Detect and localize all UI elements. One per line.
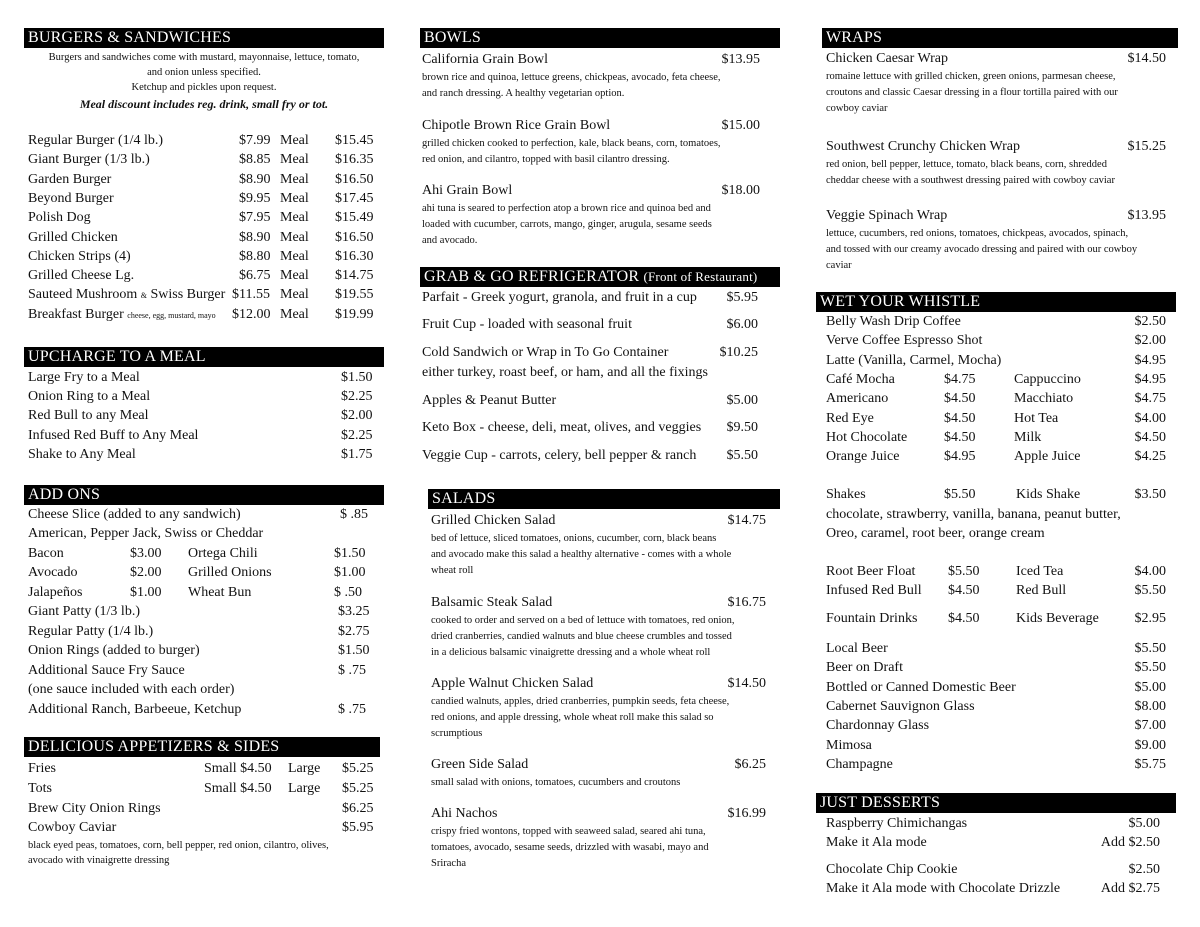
drink-item-price: $5.50 [948,564,980,579]
salad-item-desc: in a delicious balsamic vinaigrette dressing and a whole wheat roll [431,647,711,658]
salad-item-desc: small salad with onions, tomatoes, cucumbers and croutons [431,777,681,788]
dessert-item-price: Add $2.75 [1100,881,1160,896]
drink-item-price: $4.00 [1134,410,1166,426]
burger-meal-price: $19.55 [335,287,374,303]
drink-item-price: $9.00 [1134,737,1166,753]
item-name-cont: Swiss Burger [150,287,226,303]
app-large-label: Large [288,761,321,776]
drink-item-price: $5.50 [1134,660,1166,676]
item-name: Giant Burger (1/3 lb.) [28,152,150,168]
salad-item-price: $6.25 [734,757,766,772]
burger-item-price: $9.95 [239,190,271,206]
drink-item-price: $4.50 [948,611,980,626]
salad-item-price: $16.99 [727,806,766,821]
addon-item-price: $2.00 [130,565,162,581]
burger-item-name [28,306,216,325]
drink-item-price: $5.50 [1134,641,1166,656]
grab-item-price: $5.00 [726,393,758,408]
wrap-item-price: $14.50 [1127,51,1166,66]
grab-item-name: Parfait - Greek yogurt, granola, and fruit in a cup [422,290,697,305]
item-name: Sauteed Mushroom [28,287,138,303]
drink-item-price: $4.50 [1134,429,1166,445]
item-name: Garden Burger [28,171,112,187]
drink-item-price: $4.50 [944,391,976,407]
burger-item-price: $7.99 [239,133,271,148]
burger-meal-label: Meal [280,287,309,303]
drink-item-name: Chardonnay Glass [826,718,930,734]
addon-item-price: $ .75 [338,701,366,717]
bowl-item-desc: grilled chicken cooked to perfection, kale, black beans, corn, tomatoes, [422,138,721,149]
addon-item-name: (one sauce included with each order) [28,682,235,697]
upcharge-item-name: Onion Ring to a Meal [28,389,151,405]
drink-item-price: $4.75 [1134,391,1166,407]
burger-item-name [28,209,91,227]
addon-item-price: $1.50 [338,643,370,658]
salad-item-name: Ahi Nachos [431,806,498,821]
upcharge-item-price: $1.50 [341,370,373,385]
drink-item-name: Local Beer [826,641,888,656]
salad-item-desc: cooked to order and served on a bed of lettuce with tomatoes, red onion, [431,615,735,626]
burger-meal-price: $15.49 [335,210,374,226]
item-name: Grilled Cheese Lg. [28,268,135,284]
burger-meal-label: Meal [280,133,309,148]
wrap-item-price: $13.95 [1127,208,1166,223]
burger-item-price: $11.55 [232,287,270,303]
drink-item-name: Beer on Draft [826,660,903,676]
salad-item-desc: crispy fried wontons, topped with seaweed salad, seared ahi tuna, [431,826,706,837]
drink-item-name: Americano [826,391,889,407]
app-large-label: Large [288,781,321,796]
upcharge-header: UPCHARGE TO A MEAL [24,347,384,367]
grab-subtitle: (Front of Restaurant) [643,269,758,284]
drink-item-price: $5.50 [944,487,976,502]
upcharge-item-name: Infused Red Buff to Any Meal [28,427,199,443]
drink-item-price: $8.00 [1134,698,1166,714]
drink-item-name: Verve Coffee Espresso Shot [826,333,983,349]
drink-item-price: $4.95 [1134,372,1166,387]
drink-item-name: Milk [1014,429,1042,445]
drink-item-name: Orange Juice [826,449,900,465]
drink-item-price: $4.50 [944,410,976,426]
grab-item-desc: either turkey, roast beef, or ham, and all the fixings [422,365,708,380]
salad-item-desc: tomatoes, avocado, sesame seeds, drizzled with wasabi, mayo and [431,842,709,853]
burger-meal-price: $16.50 [335,229,374,245]
burger-meal-label: Meal [280,248,309,264]
upcharge-item-price: $2.25 [341,389,373,405]
wrap-item-name: Chicken Caesar Wrap [826,51,949,66]
drinks-header: WET YOUR WHISTLE [816,292,1176,312]
dessert-item-name: Make it Ala mode [826,835,927,850]
salad-item-name: Balsamic Steak Salad [431,595,553,610]
burger-item-name [28,132,163,150]
addon-item-name: Regular Patty (1/4 lb.) [28,623,154,639]
drink-item-price: $4.95 [1134,352,1166,368]
salad-item-desc: wheat roll [431,565,474,576]
burger-item-price: $8.85 [239,152,271,168]
drink-item-price: $4.50 [948,583,980,598]
burger-item-price: $8.80 [239,248,271,264]
burgers-note-3: Ketchup and pickles upon request. [131,82,277,93]
drink-item-price: $4.50 [944,429,976,445]
burger-meal-price: $16.35 [335,152,374,168]
burger-item-name [28,190,114,208]
upcharge-item-price: $1.75 [341,446,373,462]
addons-header: ADD ONS [24,485,384,505]
addon-item-price: $2.75 [338,623,370,639]
salad-item-price: $14.75 [727,513,766,528]
desserts-header: JUST DESSERTS [816,793,1176,813]
grab-item-name: Apples & Peanut Butter [422,393,557,408]
wrap-item-desc: red onion, bell pepper, lettuce, tomato, black beans, corn, shredded [826,159,1107,170]
bowl-item-desc: ahi tuna is seared to perfection atop a brown rice and quinoa bed and [422,203,711,214]
burger-meal-price: $15.45 [335,133,374,148]
item-note: & [140,291,147,301]
bowl-item-price: $13.95 [721,52,760,67]
drink-item-name: Root Beer Float [826,564,916,579]
wrap-item-desc: cowboy caviar [826,103,888,114]
addon-item-name: Grilled Onions [188,565,272,581]
bowl-item-name: California Grain Bowl [422,52,548,67]
wrap-item-desc: romaine lettuce with grilled chicken, green onions, parmesan cheese, [826,71,1116,82]
wrap-item-desc: lettuce, cucumbers, red onions, tomatoes, chickpeas, avocados, spinach, [826,228,1129,239]
drink-item-price: $5.75 [1134,756,1166,772]
burger-item-name [28,267,134,285]
grab-item-name: Cold Sandwich or Wrap in To Go Container [422,345,669,360]
addon-item-price: $ .50 [334,584,362,600]
item-note: cheese, egg, mustard, mayo [127,310,216,320]
cheese-types: American, Pepper Jack, Swiss or Cheddar [28,526,264,541]
bowl-item-desc: brown rice and quinoa, lettuce greens, chickpeas, avocado, feta cheese, [422,72,721,83]
addon-item-name: Avocado [28,565,78,581]
upcharge-item-name: Red Bull to any Meal [28,408,149,424]
addon-item-name: Additional Ranch, Barbeeue, Ketchup [28,701,242,717]
drink-item-price: $4.00 [1134,564,1166,579]
burger-meal-label: Meal [280,152,309,168]
grab-header [420,267,780,287]
dessert-item-price: Add $2.50 [1100,835,1160,850]
bowls-header: BOWLS [420,28,780,48]
burger-meal-price: $16.30 [335,248,374,264]
bowl-item-price: $15.00 [721,118,760,133]
salad-item-desc: scrumptious [431,728,483,739]
salads-header: SALADS [428,489,780,509]
wrap-item-desc: and tossed with our creamy avocado dressing and paired with our cowboy [826,244,1138,255]
burger-meal-price: $19.99 [335,306,374,322]
burgers-note-1: Burgers and sandwiches come with mustard, mayonnaise, lettuce, tomato, [48,52,360,63]
bowl-item-price: $18.00 [721,183,760,198]
drink-item-name: Mimosa [826,737,872,753]
item-name: Grilled Chicken [28,229,118,245]
burger-meal-label: Meal [280,190,309,206]
app-item-desc: black eyed peas, tomatoes, corn, bell pepper, red onion, cilantro, olives, [28,840,329,851]
grab-item-name: Fruit Cup - loaded with seasonal fruit [422,317,632,332]
drink-item-name: Iced Tea [1016,564,1064,579]
app-item-name: Fries [28,761,56,776]
burgers-note-2: and onion unless specified. [147,67,261,78]
burger-meal-label: Meal [280,306,309,322]
burger-item-name [28,248,131,266]
salad-item-name: Green Side Salad [431,757,529,772]
salad-item-name: Apple Walnut Chicken Salad [431,676,594,691]
app-item-name: Cowboy Caviar [28,820,117,835]
drink-item-price: $2.50 [1134,314,1166,329]
burger-item-name [28,151,150,169]
burger-meal-price: $16.50 [335,171,374,187]
wrap-item-desc: cheddar cheese with a southwest dressing paired with cowboy caviar [826,175,1115,186]
drink-item-price: $5.50 [1134,583,1166,598]
addon-item-price: $1.50 [334,546,366,561]
drink-item-price: $2.95 [1134,611,1166,626]
salad-item-desc: and avocado make this salad a healthy alternative - comes with a whole [431,549,732,560]
upcharge-item-name: Large Fry to a Meal [28,370,140,385]
burger-item-price: $6.75 [239,268,271,284]
addon-item-name: Giant Patty (1/3 lb.) [28,604,140,619]
bowl-item-desc: and avocado. [422,235,478,246]
dessert-item-name: Make it Ala mode with Chocolate Drizzle [826,881,1061,896]
item-name: Breakfast Burger [28,306,124,322]
dessert-item-price: $5.00 [1128,816,1160,831]
drink-item-name: Hot Chocolate [826,429,908,445]
drink-item-price: $2.00 [1134,333,1166,349]
addon-item-price: $ .75 [338,662,366,678]
drink-item-price: $3.50 [1134,487,1166,502]
app-item-price: $5.95 [342,820,374,835]
burger-item-price: $8.90 [239,171,271,187]
drink-item-name: Kids Beverage [1016,611,1099,626]
salad-item-desc: dried cranberries, candied walnuts and blue cheese crumbles and tossed [431,631,732,642]
drink-item-name: Red Bull [1016,583,1067,598]
salad-item-price: $14.50 [727,676,766,691]
drink-item-name: Infused Red Bull [826,583,922,598]
app-small-price: Small $4.50 [204,781,272,796]
wrap-item-name: Veggie Spinach Wrap [826,208,948,223]
upcharge-item-price: $2.00 [341,408,373,424]
burger-item-name [28,229,118,247]
drink-item-name: Hot Tea [1014,410,1059,426]
bowl-item-desc: and ranch dressing. A healthy vegetarian option. [422,88,625,99]
dessert-item-name: Chocolate Chip Cookie [826,862,958,877]
addon-item-price: $ .85 [340,507,368,522]
burger-meal-label: Meal [280,268,309,284]
drink-item-name: Bottled or Canned Domestic Beer [826,679,1016,695]
bowl-item-desc: red onion, and cilantro, topped with basil cilantro dressing. [422,154,670,165]
drink-item-name: Shakes [826,487,866,502]
burger-meal-price: $17.45 [335,190,374,206]
item-name: Polish Dog [28,210,91,226]
upcharge-item-price: $2.25 [341,427,373,443]
wrap-item-price: $15.25 [1127,139,1166,154]
drink-item-name: Cabernet Sauvignon Glass [826,698,975,714]
grab-item-name: Veggie Cup - carrots, celery, bell pepper & ranch [422,448,697,463]
app-item-desc: avocado with vinaigrette dressing [28,855,170,866]
drink-item-price: $4.75 [944,372,976,387]
burger-item-price: $12.00 [232,306,271,322]
upcharge-item-name: Shake to Any Meal [28,446,136,462]
dessert-item-name: Raspberry Chimichangas [826,816,968,831]
drink-item-name: Macchiato [1014,391,1074,407]
app-item-name: Brew City Onion Rings [28,801,161,816]
salad-item-desc: red onions, and apple dressing, whole wheat roll make this salad so [431,712,714,723]
item-name: Chicken Strips (4) [28,248,131,264]
app-small-price: Small $4.50 [204,761,272,776]
burger-item-price: $8.90 [239,229,271,245]
grab-item-price: $5.95 [726,290,758,305]
burger-meal-label: Meal [280,171,309,187]
addon-item-name: Jalapeños [28,584,83,600]
drink-item-name: Kids Shake [1016,487,1081,502]
shake-flavors: chocolate, strawberry, vanilla, banana, peanut butter, [826,507,1121,522]
app-large-price: $5.25 [342,781,374,796]
appetizers-header: DELICIOUS APPETIZERS & SIDES [24,737,380,757]
burger-meal-label: Meal [280,229,309,245]
burger-item-name [28,171,111,189]
drink-item-price: $4.25 [1134,449,1166,465]
salad-item-desc: Sriracha [431,858,466,869]
app-item-name: Tots [28,781,52,796]
dessert-item-price: $2.50 [1128,862,1160,877]
bowl-item-name: Ahi Grain Bowl [422,183,513,198]
salad-item-name: Grilled Chicken Salad [431,513,556,528]
app-item-price: $6.25 [342,801,374,816]
drink-item-name: Champagne [826,756,893,772]
drink-item-name: Red Eye [826,410,874,426]
salad-item-desc: bed of lettuce, sliced tomatoes, onions, cucumber, corn, black beans [431,533,717,544]
wrap-item-desc: caviar [826,260,852,271]
drink-item-name: Apple Juice [1014,449,1081,465]
grab-title: GRAB & GO REFRIGERATOR [424,268,640,285]
drink-item-name: Latte (Vanilla, Carmel, Mocha) [826,352,1002,368]
addon-item-name: Wheat Bun [188,584,252,600]
burger-item-name [28,286,225,305]
addon-item-name: Cheese Slice (added to any sandwich) [28,507,241,522]
drink-item-name: Cappuccino [1014,372,1081,387]
item-name: Regular Burger (1/4 lb.) [28,133,164,148]
bowl-item-desc: loaded with cucumber, carrots, mango, ginger, arugula, sesame seeds [422,219,712,230]
addon-item-name: Ortega Chili [188,546,258,561]
grab-item-name: Keto Box - cheese, deli, meat, olives, and veggies [422,420,702,435]
grab-item-price: $5.50 [726,448,758,463]
addon-item-name: Additional Sauce Fry Sauce [28,662,185,678]
addon-item-price: $1.00 [334,565,366,581]
burger-meal-label: Meal [280,210,309,226]
drink-item-price: $4.95 [944,449,976,465]
drink-item-price: $7.00 [1134,718,1166,734]
burger-item-price: $7.95 [239,210,271,226]
salad-item-desc: candied walnuts, apples, dried cranberries, pumpkin seeds, feta cheese, [431,696,730,707]
grab-item-price: $6.00 [726,317,758,332]
wrap-item-name: Southwest Crunchy Chicken Wrap [826,139,1020,154]
drink-item-name: Belly Wash Drip Coffee [826,314,961,329]
salad-item-price: $16.75 [727,595,766,610]
drink-item-name: Café Mocha [826,372,895,387]
app-large-price: $5.25 [342,761,374,776]
addon-item-name: Onion Rings (added to burger) [28,643,200,658]
wraps-header: WRAPS [822,28,1178,48]
addon-item-price: $3.25 [338,604,370,619]
addon-item-price: $1.00 [130,584,162,600]
addon-item-name: Bacon [28,546,64,561]
bowl-item-name: Chipotle Brown Rice Grain Bowl [422,118,611,133]
item-name: Beyond Burger [28,190,114,206]
grab-item-price: $10.25 [719,345,758,360]
drink-item-price: $5.00 [1134,679,1166,695]
addon-item-price: $3.00 [130,546,162,561]
shake-flavors: Oreo, caramel, root beer, orange cream [826,526,1045,541]
drink-item-name: Fountain Drinks [826,611,918,626]
grab-item-price: $9.50 [726,420,758,435]
burgers-header: BURGERS & SANDWICHES [24,28,384,48]
meal-discount-note: Meal discount includes reg. drink, small fry or tot. [79,97,329,111]
burger-meal-price: $14.75 [335,268,374,284]
wrap-item-desc: croutons and classic Caesar dressing in a flour tortilla paired with our [826,87,1118,98]
